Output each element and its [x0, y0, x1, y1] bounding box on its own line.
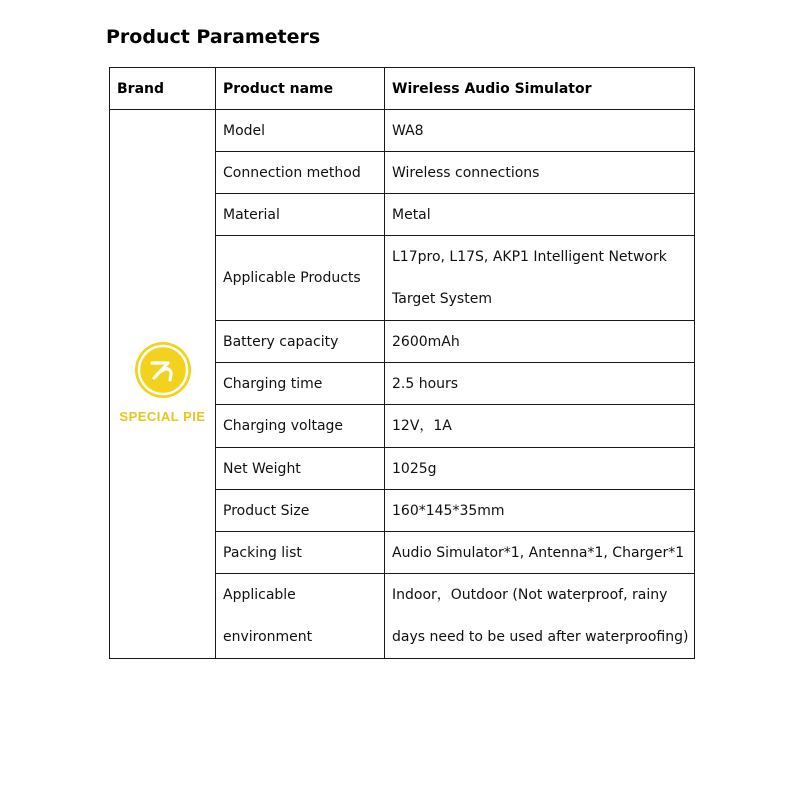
row-label: Applicable environment [216, 574, 385, 659]
row-value: Metal [385, 194, 695, 236]
brand-logo [110, 342, 215, 427]
row-label: Packing list [216, 532, 385, 574]
row-value: Audio Simulator*1, Antenna*1, Charger*1 [385, 532, 695, 574]
row-value: 2.5 hours [385, 363, 695, 405]
row-label: Product Size [216, 490, 385, 532]
row-label: Charging voltage [216, 405, 385, 448]
row-label: Net Weight [216, 448, 385, 490]
row-label: Material [216, 194, 385, 236]
row-value: Wireless connections [385, 152, 695, 194]
brand-header: Brand [110, 68, 216, 110]
row-label: Charging time [216, 363, 385, 405]
table-row [110, 110, 695, 152]
special-pie-logo-icon [135, 342, 191, 398]
brand-logo-cell [110, 110, 216, 659]
row-value: WA8 [385, 110, 695, 152]
row-value: Indoor，Outdoor (Not waterproof, rainy days need to be used after waterproofing) [385, 574, 695, 659]
product-name-value: Wireless Audio Simulator [385, 68, 695, 110]
row-label: Battery capacity [216, 321, 385, 363]
row-value: L17pro, L17S, AKP1 Intelligent Network Target System [385, 236, 695, 321]
page-title: Product Parameters [106, 26, 321, 48]
product-parameters-table [109, 67, 695, 659]
row-value: 160*145*35mm [385, 490, 695, 532]
row-label: Applicable Products [216, 236, 385, 321]
table-header-row [110, 68, 695, 110]
row-label: Model [216, 110, 385, 152]
row-value: 2600mAh [385, 321, 695, 363]
brand-logo-text: SPECIAL PIE [119, 408, 206, 424]
row-value: 12V，1A [385, 405, 695, 448]
product-name-label: Product name [216, 68, 385, 110]
row-value: 1025g [385, 448, 695, 490]
row-label: Connection method [216, 152, 385, 194]
